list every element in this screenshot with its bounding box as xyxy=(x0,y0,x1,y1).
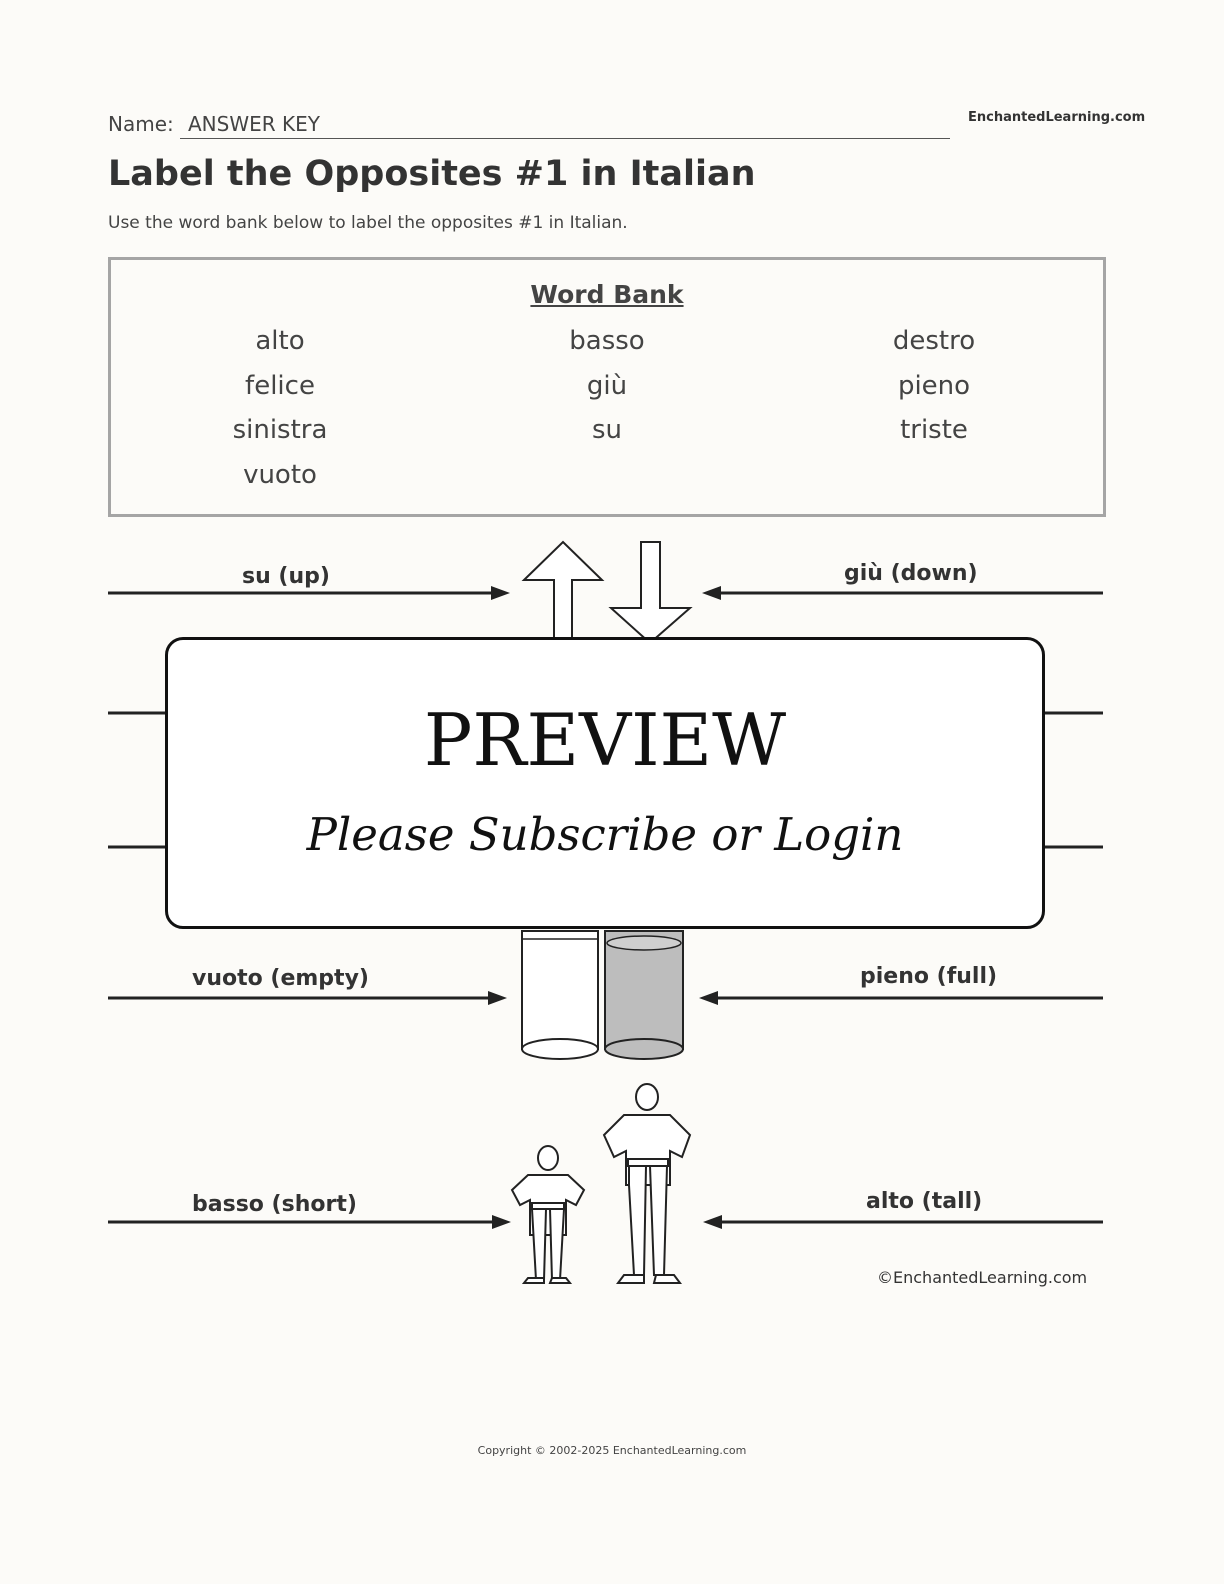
copyright: Copyright © 2002-2025 EnchantedLearning.com xyxy=(477,1444,747,1457)
word-bank-word: alto xyxy=(255,326,305,356)
word-bank-word: pieno xyxy=(897,371,971,401)
label-pieno: pieno (full) xyxy=(860,964,998,989)
label-line-alto xyxy=(703,1215,1103,1229)
label-line-basso xyxy=(108,1215,511,1229)
tall-man-icon xyxy=(604,1084,690,1283)
word-bank-word: vuoto xyxy=(243,460,317,490)
word-bank-word: basso xyxy=(569,326,645,356)
word-bank-word: destro xyxy=(892,326,976,356)
word-bank-title: Word Bank xyxy=(530,280,684,309)
label-su: su (up) xyxy=(242,564,330,589)
label-line-pieno xyxy=(699,991,1103,1005)
word-bank-word: felice xyxy=(245,371,315,401)
subscribe-login-prompt[interactable]: Please Subscribe or Login xyxy=(306,808,904,861)
label-giu: giù (down) xyxy=(844,561,978,586)
preview-overlay[interactable] xyxy=(165,637,1045,929)
down-arrow-icon xyxy=(611,542,690,643)
name-field: ANSWER KEY xyxy=(180,112,950,139)
name-label: Name: xyxy=(108,112,174,136)
preview-title: PREVIEW xyxy=(423,698,787,782)
label-line-giu xyxy=(702,586,1103,600)
short-man-icon xyxy=(512,1146,584,1283)
word-bank-word: giù xyxy=(586,371,628,401)
word-bank xyxy=(108,257,1106,517)
name-row xyxy=(108,110,950,140)
page-title: Label the Opposites #1 in Italian xyxy=(108,154,756,194)
label-vuoto: vuoto (empty) xyxy=(192,966,369,991)
full-glass-icon xyxy=(605,931,683,1059)
label-basso: basso (short) xyxy=(192,1192,357,1217)
word-bank-word: triste xyxy=(900,415,968,445)
instructions: Use the word bank below to label the opposites #1 in Italian. xyxy=(108,213,628,233)
label-alto: alto (tall) xyxy=(866,1189,983,1214)
empty-glass-icon xyxy=(522,931,598,1059)
image-credit: ©EnchantedLearning.com xyxy=(877,1268,1088,1287)
word-bank-word: su xyxy=(591,415,623,445)
site-name: EnchantedLearning.com xyxy=(968,110,1146,125)
up-arrow-icon xyxy=(524,542,602,645)
label-line-vuoto xyxy=(108,991,507,1005)
word-bank-word: sinistra xyxy=(232,415,328,445)
